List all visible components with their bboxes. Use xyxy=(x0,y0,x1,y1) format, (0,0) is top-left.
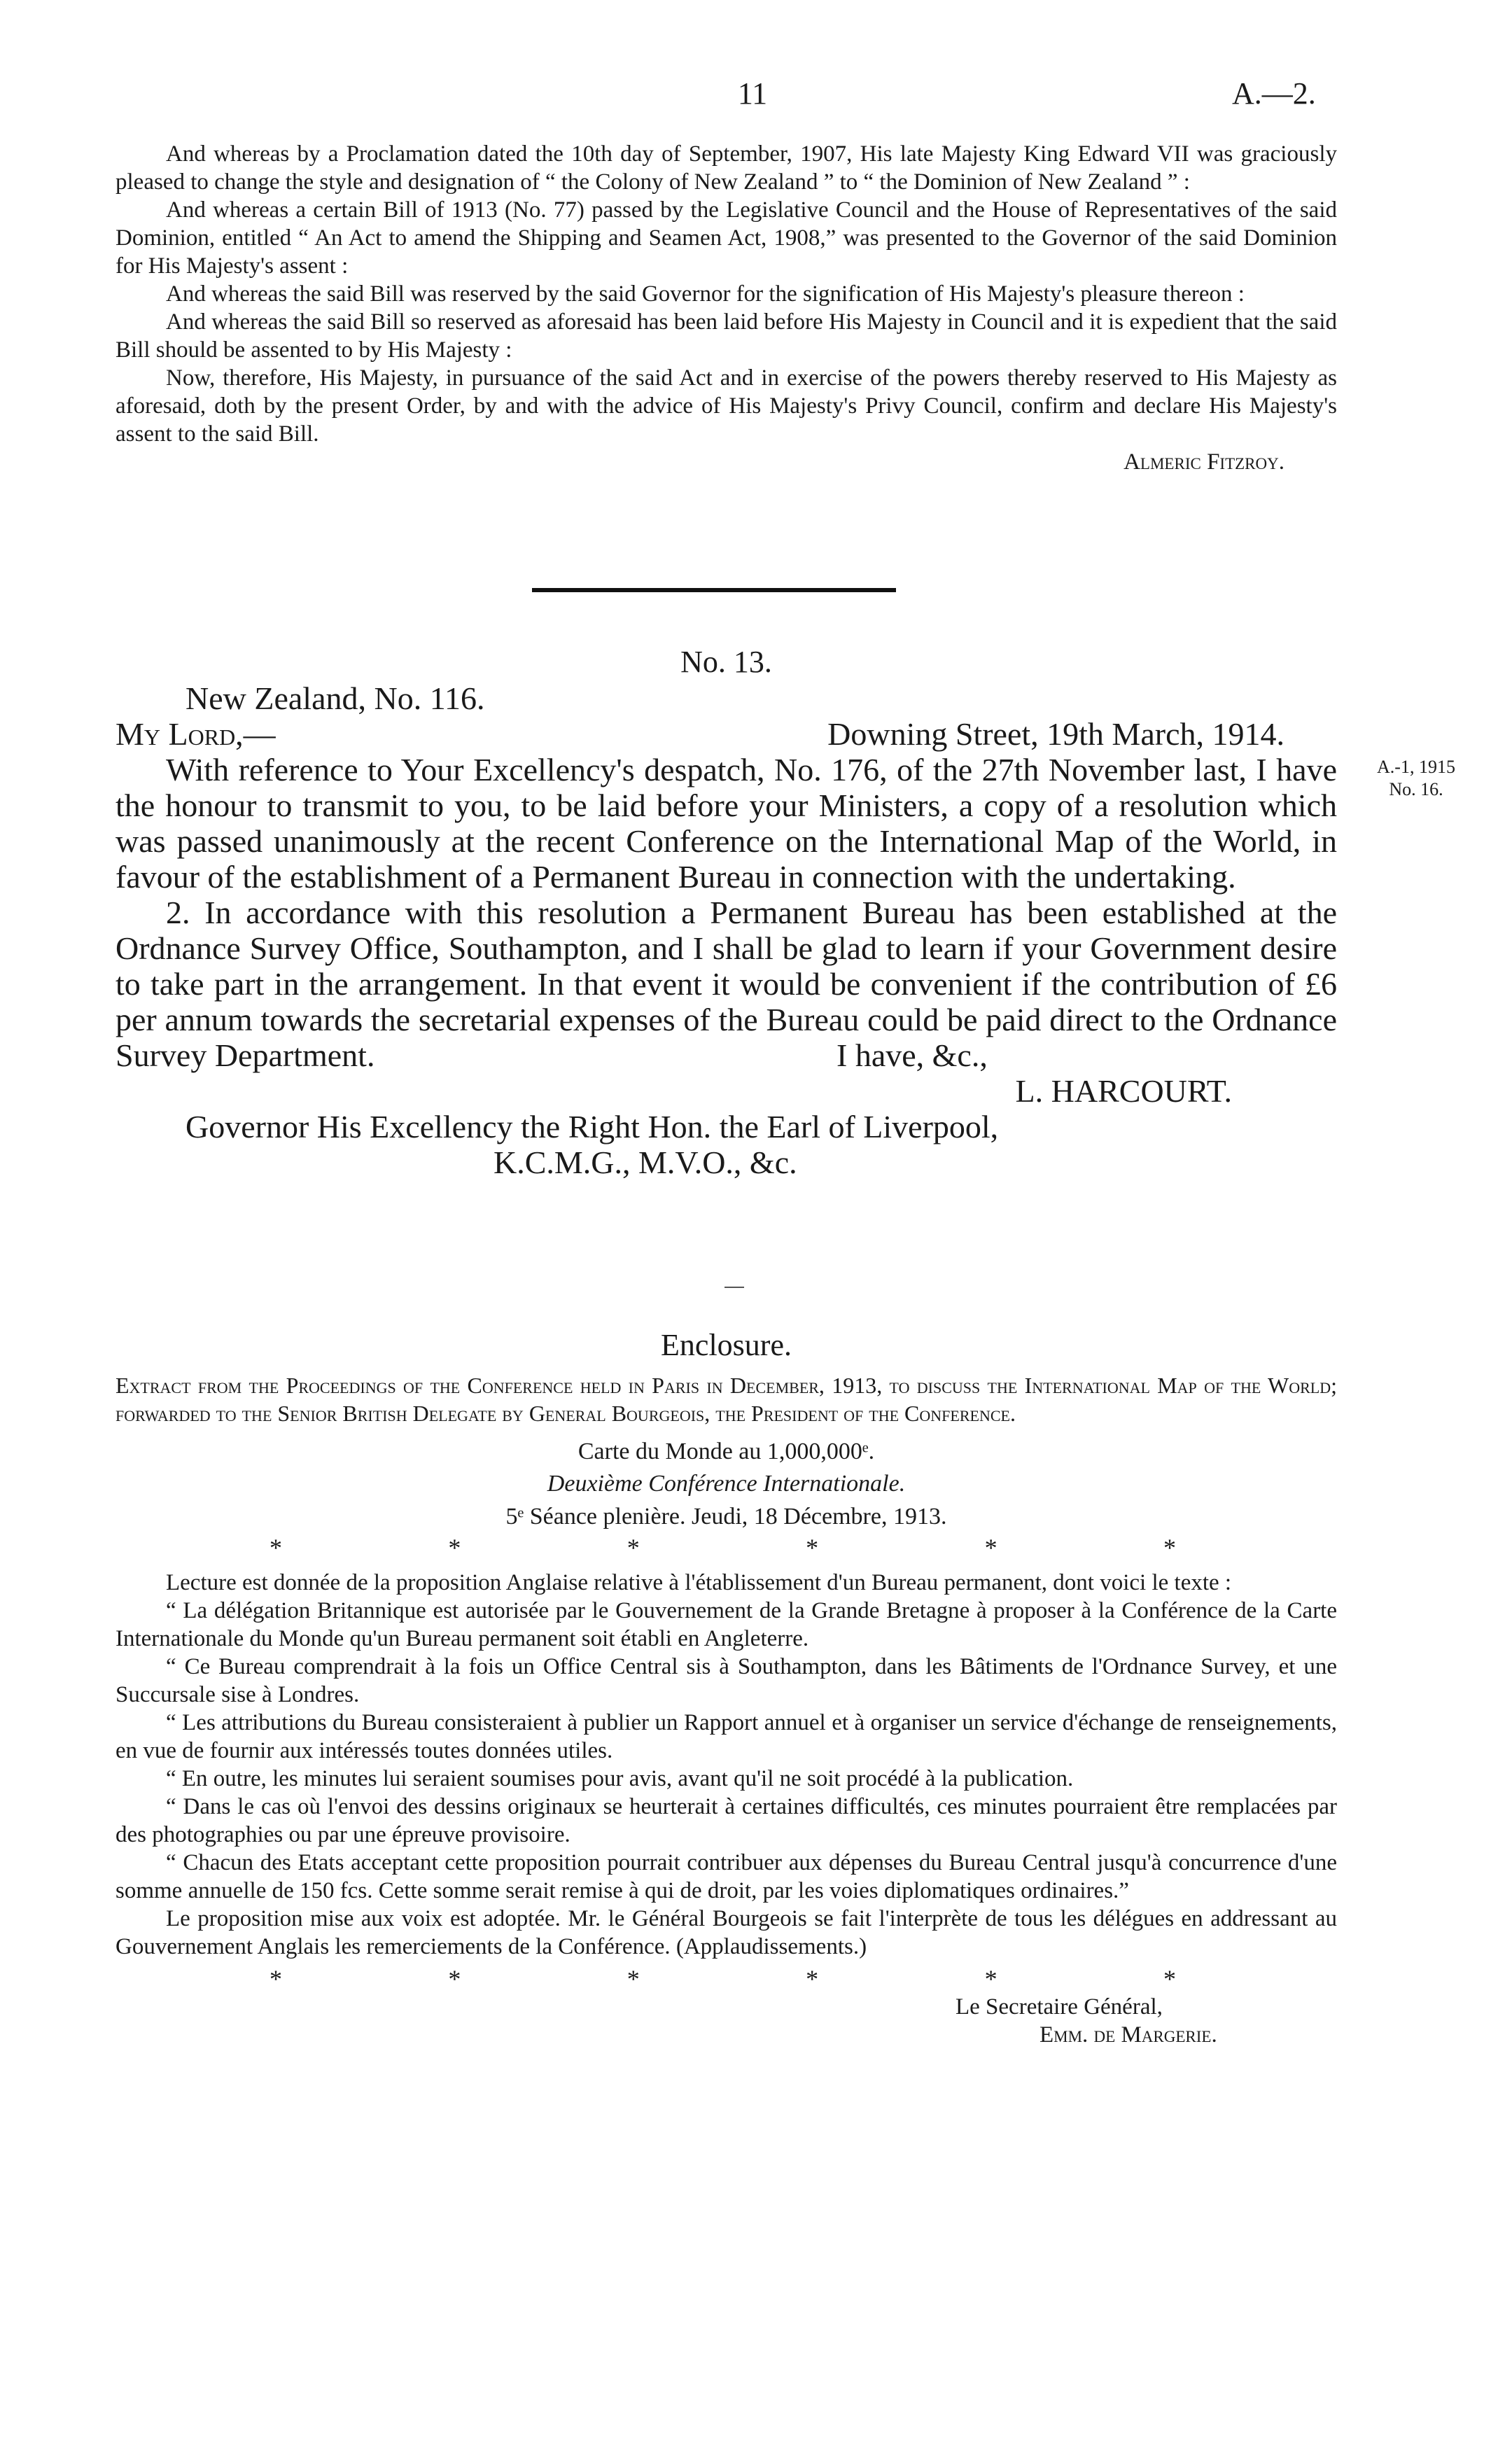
salutation: My Lord,— xyxy=(115,716,276,752)
star: * xyxy=(270,1534,282,1562)
margin-reference-line: A.-1, 1915 xyxy=(1377,757,1455,777)
extract-heading: Extract from the Proceedings of the Conference held in Paris in December, 1913, to discuss the International Map of the World; forwarded to the Senior British Delegate by General Bourgeois, the President of the Conference. xyxy=(115,1373,1337,1426)
order-paragraph: And whereas the said Bill so reserved as aforesaid has been laid before His Majesty in Council and it is expedient that the said Bill should be assented to by His Majesty : xyxy=(115,309,1337,363)
despatch-letter xyxy=(115,680,1337,1180)
despatch-number: No. 13. xyxy=(680,645,772,679)
star: * xyxy=(626,1965,640,1993)
star: * xyxy=(984,1534,997,1562)
star: * xyxy=(448,1534,461,1562)
proceedings-paragraph: Le proposition mise aux voix est adoptée. Mr. le Général Bourgeois se fait l'interprète de tous les délégues en addressant au Gouvernement Anglais les remerciements de la Conférence. (Applaudissements.) xyxy=(115,1906,1337,1959)
addressee-line: Governor His Excellency the Right Hon. the Earl of Liverpool, xyxy=(186,1109,999,1144)
proceedings-paragraph: “ Les attributions du Bureau consisteraient à publier un Rapport annuel et à organiser un service d'échange de renseignements, en vue de fournir aux intéressés toutes données utiles. xyxy=(115,1710,1337,1763)
despatch-origin: New Zealand, No. 116. xyxy=(186,680,485,716)
proceedings-paragraph: “ Ce Bureau comprendrait à la fois un Office Central sis à Southampton, dans les Bâtiments de l'Ordnance Survey, et une Succursale sise à Londres. xyxy=(115,1654,1337,1707)
order-paragraph: And whereas a certain Bill of 1913 (No. 77) passed by the Legislative Council and the House of Representatives of the said Dominion, entitled “ An Act to amend the Shipping and Seamen Act, 1908,” was presented to the Governor of the said Dominion for His Majesty's assent : xyxy=(115,197,1337,279)
ellipsis-stars xyxy=(115,1534,1337,1562)
proceedings-text xyxy=(115,1569,1337,1961)
star: * xyxy=(1163,1965,1176,1993)
proceedings-paragraph: “ La délégation Britannique est autorisée par le Gouvernement de la Grande Bretagne à proposer à la Conférence de la Carte Internationale du Monde qu'un Bureau permanent soit établi en Angleterre. xyxy=(115,1598,1337,1651)
order-paragraph: Now, therefore, His Majesty, in pursuance of the said Act and in exercise of the powers thereby reserved to His Majesty as aforesaid, doth by the present Order, by and with the advice of His Majesty's Privy Council, confirm and declare His Majesty's assent to the said Bill. xyxy=(115,365,1337,447)
ellipsis-stars xyxy=(115,1965,1337,1993)
document-reference: A.—2. xyxy=(1232,76,1316,111)
minor-divider xyxy=(724,1287,744,1288)
star: * xyxy=(984,1965,997,1993)
carte-line: Carte du Monde au 1,000,000ᵉ. xyxy=(578,1438,875,1464)
star: * xyxy=(806,1534,819,1562)
place-and-date: Downing Street, 19th March, 1914. xyxy=(827,716,1284,752)
star: * xyxy=(806,1965,819,1993)
proceedings-paragraph: “ Dans le cas où l'envoi des dessins originaux se heurterait à certaines difficultés, ces minutes pourraient être remplacées par des photographies ou par une épreuve provisoire. xyxy=(115,1794,1337,1847)
seance-line: 5ᵉ Séance plenière. Jeudi, 18 Décembre, 1913. xyxy=(505,1504,947,1530)
page-number: 11 xyxy=(737,76,768,111)
star: * xyxy=(1163,1534,1176,1562)
order-in-council xyxy=(115,140,1337,476)
margin-reference-line: No. 16. xyxy=(1389,779,1443,799)
margin-reference xyxy=(1350,756,1483,801)
addressee-line: K.C.M.G., M.V.O., &c. xyxy=(493,1144,797,1180)
order-paragraph: And whereas by a Proclamation dated the 10th day of September, 1907, His late Majesty King Edward VII was graciously pleased to change the style and designation of “ the Colony of New Zealand ” to “ the Dominion of New Zealand ” : xyxy=(115,141,1337,195)
section-divider xyxy=(532,588,896,592)
despatch-paragraph: With reference to Your Excellency's despatch, No. 176, of the 27th November last, I have the honour to transmit to you, to be laid before your Ministers, a copy of a resolution which was passed unanimously at the recent Conference on the International Map of the World, in favour of the establishment of a Permanent Bureau in connection with the undertaking. xyxy=(115,752,1337,895)
enclosure xyxy=(115,1326,1337,2049)
star: * xyxy=(270,1965,282,1993)
despatch-paragraph: 2. In accordance with this resolution a Permanent Bureau has been established at the Ordnance Survey Office, Southampton, and I shall be glad to learn if your Government desire to take part in the arrangement. In that event it would be convenient if the contribution of £6 per annum towards the secretarial expenses of the Bureau could be paid direct to the Ordnance Survey Department. xyxy=(115,895,1337,1073)
proceedings-paragraph: “ En outre, les minutes lui seraient soumises pour avis, avant qu'il ne soit procédé à la publication. xyxy=(166,1766,1074,1791)
despatch-signature: L. HARCOURT. xyxy=(1015,1073,1232,1109)
order-paragraph: And whereas the said Bill was reserved by the said Governor for the signification of His Majesty's pleasure thereon : xyxy=(166,281,1245,307)
proceedings-paragraph: Lecture est donnée de la proposition Anglaise relative à l'établissement d'un Bureau permanent, dont voici le texte : xyxy=(166,1570,1232,1595)
signatory-title: Le Secretaire Général, xyxy=(955,1994,1163,2019)
order-signature: Almeric Fitzroy. xyxy=(1124,449,1284,475)
conference-line: Deuxième Conférence Internationale. xyxy=(547,1471,906,1497)
closing: I have, &c., xyxy=(836,1037,988,1073)
signatory-name: Emm. de Margerie. xyxy=(1040,2022,1217,2047)
enclosure-title: Enclosure. xyxy=(661,1328,792,1362)
star: * xyxy=(448,1965,461,1993)
proceedings-paragraph: “ Chacun des Etats acceptant cette proposition pourrait contribuer aux dépenses du Bureau Central jusqu'à concurrence d'une somme annuelle de 150 fcs. Cette somme serait remise à qui de droit, par les voies diplomatiques ordinaires.” xyxy=(115,1850,1337,1903)
star: * xyxy=(626,1534,640,1562)
